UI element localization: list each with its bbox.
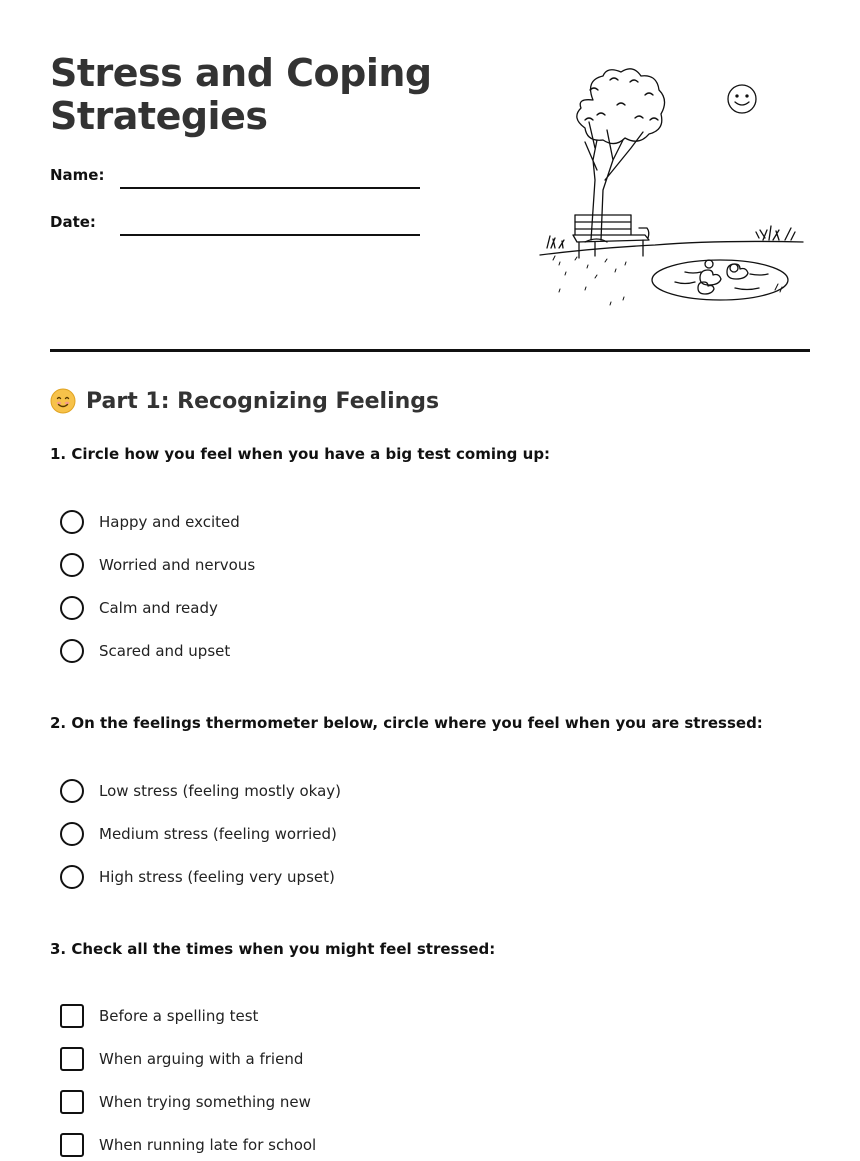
option-label: When running late for school	[99, 1136, 317, 1154]
question-3: 3. Check all the times when you might feel stressed:	[50, 940, 496, 958]
date-line	[120, 234, 420, 236]
q2-option-medium[interactable]	[60, 821, 337, 847]
grass-right	[763, 226, 795, 240]
option-label: Worried and nervous	[99, 556, 256, 574]
option-label: When arguing with a friend	[99, 1050, 304, 1068]
checkbox[interactable]	[60, 1004, 84, 1028]
radio-circle[interactable]	[60, 779, 84, 803]
q3-option-something-new[interactable]	[60, 1089, 311, 1115]
worksheet-title: Stress and Coping Strategies	[50, 51, 432, 138]
pond-icon	[652, 260, 788, 300]
option-label: Happy and excited	[99, 513, 240, 531]
checkbox[interactable]	[60, 1090, 84, 1114]
bench-icon	[573, 215, 649, 258]
grass-tuft	[756, 230, 765, 238]
question-1: 1. Circle how you feel when you have a big test coming up:	[50, 445, 551, 463]
section-divider	[50, 349, 810, 352]
radio-circle[interactable]	[60, 822, 84, 846]
q1-option-scared[interactable]	[60, 638, 230, 664]
smiling-face-icon	[50, 388, 76, 414]
option-label: Before a spelling test	[99, 1007, 259, 1025]
checkbox[interactable]	[60, 1133, 84, 1157]
radio-circle[interactable]	[60, 865, 84, 889]
ground-marks	[553, 256, 782, 305]
option-label: Calm and ready	[99, 599, 218, 617]
q3-option-spelling-test[interactable]	[60, 1003, 258, 1029]
option-label: High stress (feeling very upset)	[99, 868, 335, 886]
q2-option-low[interactable]	[60, 778, 341, 804]
duck-icon	[700, 260, 721, 285]
duck-icon	[698, 282, 714, 294]
part1-heading-text: Part 1: Recognizing Feelings	[86, 388, 440, 414]
option-label: When trying something new	[99, 1093, 311, 1111]
duck-icon	[727, 264, 748, 279]
radio-circle[interactable]	[60, 639, 84, 663]
sun-icon	[728, 85, 756, 113]
option-label: Scared and upset	[99, 642, 231, 660]
q3-option-running-late[interactable]	[60, 1132, 316, 1158]
name-label: Name:	[50, 166, 105, 184]
option-label: Low stress (feeling mostly okay)	[99, 782, 342, 800]
q2-option-high[interactable]	[60, 864, 335, 890]
q3-option-arguing[interactable]	[60, 1046, 303, 1072]
tree-icon	[577, 69, 665, 242]
date-label: Date:	[50, 213, 96, 231]
part1-heading	[50, 388, 439, 414]
radio-circle[interactable]	[60, 596, 84, 620]
q1-option-worried[interactable]	[60, 552, 255, 578]
radio-circle[interactable]	[60, 510, 84, 534]
grass-left	[547, 236, 564, 248]
checkbox[interactable]	[60, 1047, 84, 1071]
q1-option-calm[interactable]	[60, 595, 218, 621]
question-2: 2. On the feelings thermometer below, circle where you feel when you are stressed:	[50, 714, 763, 732]
name-line	[120, 187, 420, 189]
q1-option-happy[interactable]	[60, 509, 240, 535]
park-illustration	[535, 60, 810, 320]
radio-circle[interactable]	[60, 553, 84, 577]
option-label: Medium stress (feeling worried)	[99, 825, 337, 843]
